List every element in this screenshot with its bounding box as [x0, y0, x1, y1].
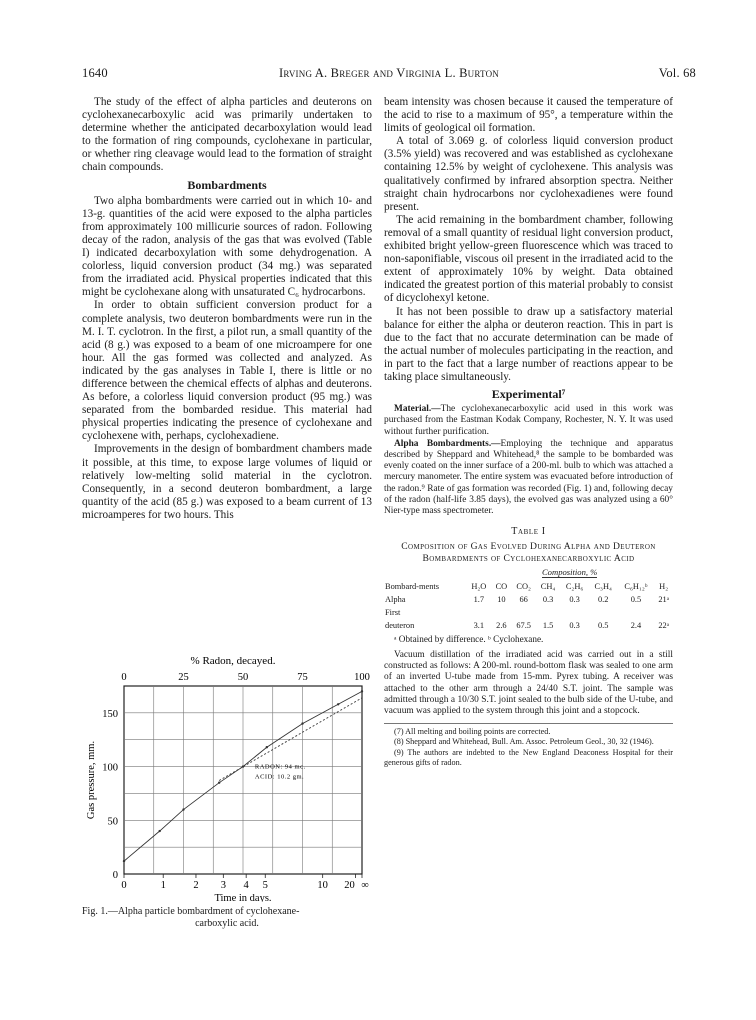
paragraph-alpha-bombardments: Alpha Bombardments.—Employing the technique and apparatus described by Sheppard and Whitehead,⁸ the sample to be bombarded was evenly coated on the inner surface of a 200-ml. bulb to which was attached a mercury manometer. The entire system was evacuated before introduction of the radon.⁹ Rate of gas formation was recorded (Fig. 1) and, following decay of the radon (half-life 3.85 days), the evolved gas was analyzed using a 60° Nier-type mass spectrometer.: [384, 438, 673, 516]
paragraph: Improvements in the design of bombardment chambers made it possible, at this time, to expose large volumes of liquid or relatively low-melting solid material in the cyclotron. Consequently, in a second deuteron bombardment, a large quantity of the acid (85 g.) was exposed to a beam current of 13 microamperes for two hours. This: [82, 443, 372, 521]
top-tick-label: 75: [297, 672, 308, 683]
paragraph: A total of 3.069 g. of colorless liquid conversion product (3.5% yield) was recovered and was established as cyclohexane containing 12.5% by weight of cyclohexene. This analysis was qualitatively confirmed by infrared absorption spectra. Neither straight chain hydrocarbons nor cyclohexadienes were found present.: [384, 135, 673, 213]
top-tick-label: 0: [121, 672, 127, 683]
chart-annotation: RADON: 94 mc.: [254, 763, 306, 771]
paragraph: beam intensity was chosen because it caused the temperature of the acid to rise to a maximum of 95°, a temperature within the limits of geological oil formation.: [384, 96, 673, 135]
runin-heading-alpha: Alpha Bombardments.—: [394, 438, 501, 449]
vacuum-distillation-paragraph: Vacuum distillation of the irradiated acid was carried out in a still constructed as follows: A 200-ml. round-bottom flask was sealed to one arm of an inverted U-tube made from 15-mm. Pyrex tubing. A receiver was attached to the other arm through a 24/40 S.T. joint. The sample was admitted through a 10/30 S.T. joint sealed to the bulb side of the U-tube, and vacuum was applied to the system through this joint and a stopcock.: [384, 650, 673, 717]
table-header-cell: Bombard-ments: [385, 581, 439, 591]
data-point: [301, 722, 303, 724]
footnote: (8) Sheppard and Whitehead, Bull. Am. Assoc. Petroleum Geol., 30, 32 (1946).: [394, 737, 654, 747]
table-caption: Composition of Gas Evolved During Alpha and Deuteron Bombardments of Cyclohexanecarboxylic Acid: [401, 541, 656, 564]
top-tick-label: 100: [354, 672, 370, 683]
table-row: Alpha 1.7 10 66 0.3 0.3 0.2 0.5 21ᵃ: [385, 594, 669, 604]
footnotes: [384, 723, 673, 768]
right-column: [384, 96, 673, 768]
paragraph: The acid remaining in the bombardment chamber, following removal of a small quantity of residual light conversion product, exhibited bright yellow-green fluorescence which was traced to non-saponifiable, viscous oil present in the irradiated acid to the extent of approximately 10% by weight. Data obtained indicated the greatest portion of this material probably to consist of dicyclohexyl ketone.: [384, 213, 673, 305]
x-axis-label: Time in days.: [214, 893, 272, 902]
table-header-cell: CO: [495, 581, 508, 591]
top-tick-label: 50: [237, 672, 249, 683]
composition-label: Composition, %: [541, 567, 598, 578]
x-tick-label: ∞: [361, 880, 369, 891]
y-tick-label: 150: [102, 708, 118, 720]
table-header-cell: H₂O: [471, 581, 487, 591]
paragraph-material: Material.—The cyclohexanecarboxylic acid used in this work was purchased from the Eastman Kodak Company, Rochester, N. Y. It was used without further purification.: [384, 404, 673, 437]
data-point: [337, 703, 339, 705]
table-header-cell: CO₂: [516, 581, 531, 591]
data-point: [361, 690, 363, 692]
table-header-cell: CH₄: [540, 581, 556, 591]
running-authors: Irving A. Breger and Virginia L. Burton: [279, 66, 499, 80]
figure-caption: [82, 906, 372, 930]
figure-1: [82, 652, 372, 932]
footnote: (9) The authors are indebted to the New England Deaconess Hospital for their generous gifts of radon.: [384, 747, 673, 767]
chart-annotation: ACID: 10.2 gm.: [254, 773, 305, 781]
data-point: [159, 830, 161, 832]
paragraph: It has not been possible to draw up a satisfactory material balance for either the alpha or deuteron reaction. This in part is due to the fact that no accurate determination can be made of the actual number of molecules participating in the reaction, and in part to the fact that a large number of reactions appear to be taking place simultaneously.: [384, 305, 673, 383]
experimental-section: [384, 404, 673, 517]
y-tick-label: 50: [107, 816, 118, 828]
footnote: (7) All melting and boiling points are corrected.: [394, 727, 551, 737]
data-point: [182, 808, 184, 810]
gas-composition-table: [384, 566, 673, 631]
x-tick-label: 3: [220, 880, 226, 891]
table-header-cell: C₆H₁₂ᵇ: [624, 581, 648, 591]
y-tick-label: 0: [112, 870, 118, 881]
section-heading-experimental: Experimental⁷: [491, 387, 566, 402]
x-tick-label: 4: [243, 880, 249, 891]
x-tick-label: 2: [193, 880, 199, 891]
top-axis-label: % Radon, decayed.: [190, 655, 276, 667]
volume-label: Vol. 68: [658, 66, 696, 80]
data-point: [266, 746, 268, 748]
table-title: Table I: [511, 526, 546, 538]
figure-caption-line2: carboxylic acid.: [195, 918, 259, 929]
table-footnote: ᵃ Obtained by difference. ᵇ Cyclohexane.: [394, 633, 544, 644]
x-tick-label: 1: [160, 880, 166, 891]
x-tick-label: 5: [262, 880, 268, 891]
table-header-cell: C₂H₆: [565, 581, 584, 591]
paragraph: The study of the effect of alpha particles and deuterons on cyclohexanecarboxylic acid was primarily undertaken to determine whether the anticipated decarboxylation would lead to the formation of ring compounds, cyclohexane in particular, or whether ring cleavage would lead to the formation of straight chain compounds.: [82, 96, 372, 174]
gas-pressure-chart: [82, 652, 372, 902]
running-header: [82, 66, 696, 84]
page-number: 1640: [82, 66, 108, 80]
y-tick-label: 100: [102, 762, 118, 774]
paragraph: Two alpha bombardments were carried out in which 10- and 13-g. quantities of the acid were exposed to the alpha particles from approximately 100 millicurie sources of radon. Following decay of the radon, analysis of the gas that was evolved (Table I) indicated decarboxylation with some dehydrogenation. A colorless, liquid conversion product (34 mg.) was separated from the irradiated acid. Physical properties indicated that this might be cyclohexane along with unsaturated C₆ hydrocarbons.: [82, 194, 372, 299]
figure-caption-line1: Fig. 1.—Alpha particle bombardment of cyclohexane-: [82, 906, 300, 917]
paragraph: In order to obtain sufficient conversion product for a complete analysis, two deuteron bombardments were run in the M. I. T. cyclotron. In the first, a pilot run, a small quantity of the acid (8 g.) was exposed to a beam of one microampere for one hour. All the gas formed was collected and analyzed. As indicated by the gas analyses in Table I, there is little or no difference between the chemical effects of alphas and deuterons. As before, a colorless liquid conversion product (95 mg.) was separated from the bombarded residue. This material had physical properties indicating the presence of cyclohexane and cyclohexene with, perhaps, cyclohexadiene.: [82, 299, 372, 443]
table-row: First: [385, 607, 401, 617]
left-column: [82, 96, 372, 522]
data-point: [123, 860, 125, 862]
x-tick-label: 10: [317, 880, 328, 891]
table-header-cell: C₃H₄: [594, 581, 612, 591]
runin-heading-material: Material.—: [394, 404, 441, 415]
data-point: [218, 781, 220, 783]
table-header-cell: H₂: [659, 581, 669, 591]
table-row: deuteron 3.1 2.6 67.5 1.5 0.3 0.5 2.4 22ᵃ: [385, 620, 669, 630]
top-tick-label: 25: [178, 672, 189, 683]
y-axis-label: Gas pressure, mm.: [86, 740, 97, 820]
x-tick-label: 20: [344, 880, 355, 891]
x-tick-label: 0: [121, 880, 127, 891]
section-heading-bombardments: Bombardments: [187, 177, 267, 192]
